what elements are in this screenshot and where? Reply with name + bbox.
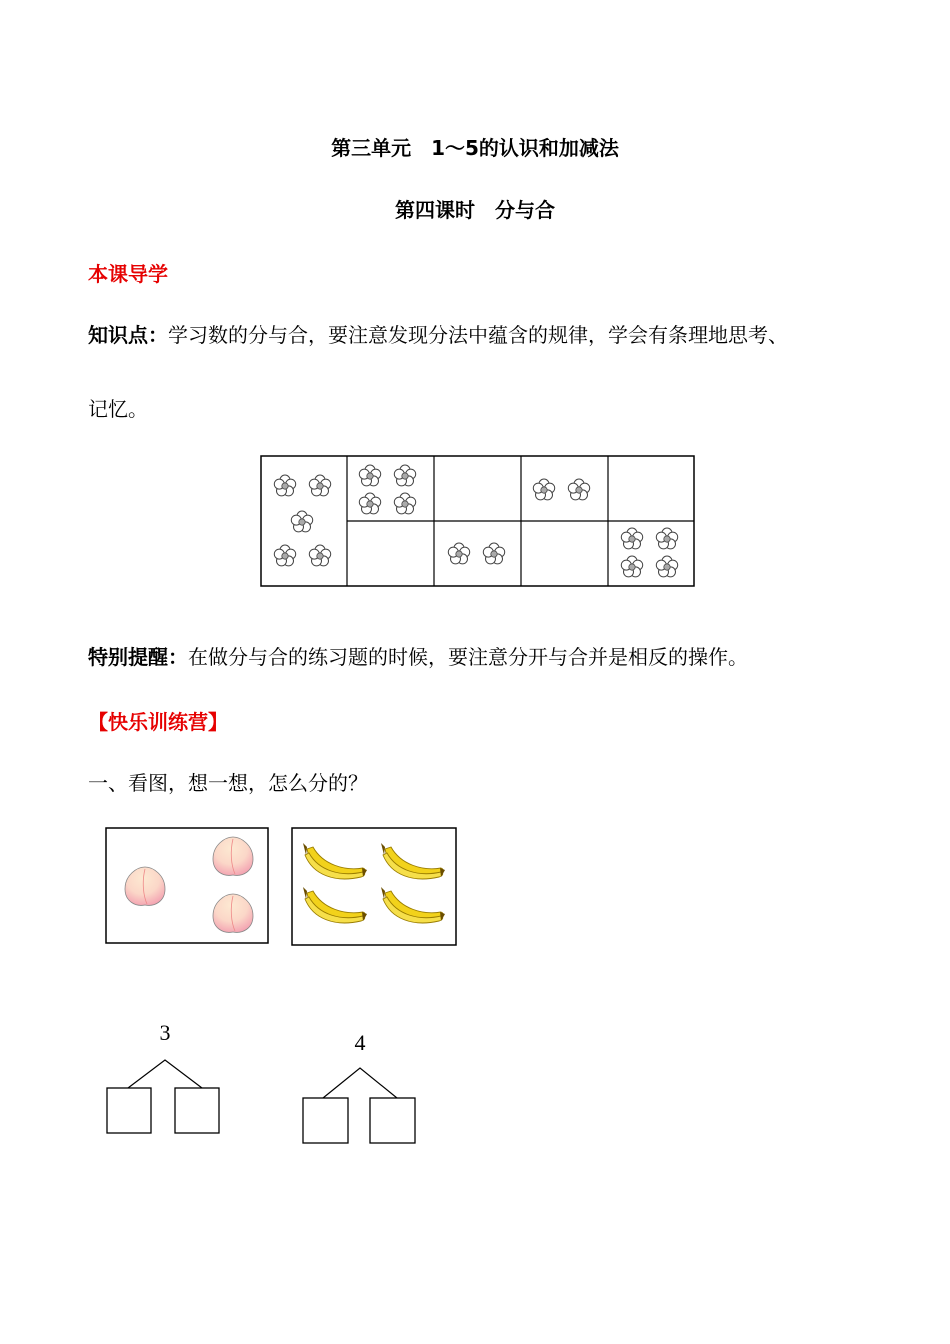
- knowledge-paragraph: [88, 322, 788, 348]
- split-tree-4: [297, 1026, 427, 1150]
- question-1: 一、看图，想一想，怎么分的？: [88, 771, 368, 795]
- flower-split-grid: [260, 455, 696, 589]
- tree-total-4: 4: [354, 1030, 366, 1055]
- answer-box-left[interactable]: [303, 1098, 348, 1143]
- split-tree-3: [100, 1016, 230, 1140]
- answer-box-left[interactable]: [107, 1088, 151, 1133]
- tree-total-3: 3: [159, 1020, 171, 1045]
- banana-picture: [291, 827, 457, 946]
- reminder-text: 在做分与合的练习题的时候，要注意分开与合并是相反的操作。: [188, 645, 748, 669]
- knowledge-label: 知识点：: [88, 323, 168, 347]
- answer-box-right[interactable]: [175, 1088, 219, 1133]
- knowledge-text: 学习数的分与合，要注意发现分法中蕴含的规律，学会有条理地思考、: [168, 323, 788, 347]
- answer-box-right[interactable]: [370, 1098, 415, 1143]
- practice-heading: 【快乐训练营】: [88, 710, 228, 734]
- knowledge-text-cont: 记忆。: [88, 397, 148, 421]
- lesson-title: 第四课时 分与合: [395, 198, 555, 222]
- reminder-label: 特别提醒：: [88, 645, 188, 669]
- reminder-paragraph: [88, 644, 748, 670]
- peach-picture: [105, 827, 269, 944]
- unit-title: 第三单元 1～5的认识和加减法: [331, 136, 619, 160]
- guide-heading: 本课导学: [88, 262, 168, 286]
